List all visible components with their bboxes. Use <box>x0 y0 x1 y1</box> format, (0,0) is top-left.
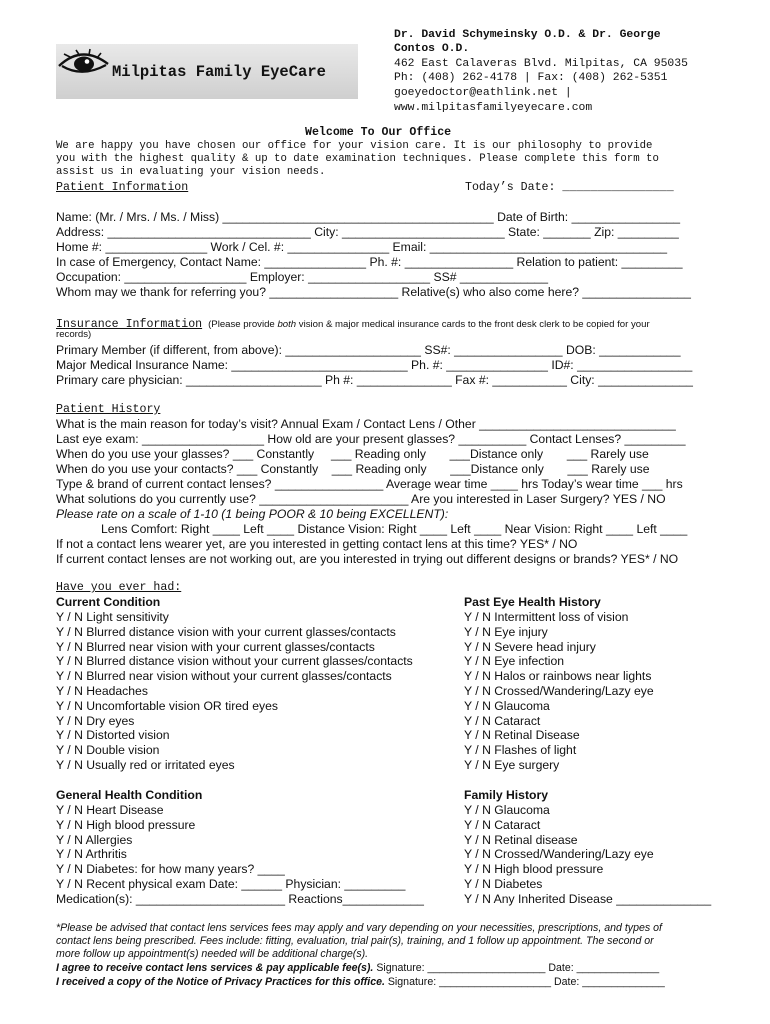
welcome-text: We are happy you have chosen our office for your vision care. It is our philosophy to provide you with the highest quality & up to date examination techniques. Please complete this form to assist us in evaluating your vision needs. <box>56 140 659 179</box>
doctor-address-block <box>394 28 734 112</box>
occupation-field[interactable]: Occupation: __________________ Employer: __________________ SS# _____________ <box>56 270 548 284</box>
office-phone-fax: Ph: (408) 262-4178 | Fax: (408) 262-5351 <box>394 72 668 84</box>
family-history-title: Family History <box>464 788 548 802</box>
privacy-signature-line[interactable]: I received a copy of the Notice of Privacy Practices for this office. Signature: ___________________ Date: ______________ <box>56 976 665 988</box>
contact-change-field[interactable]: If current contact lenses are not working out, are you interested in trying out different designs or brands? YES* / NO <box>56 552 679 566</box>
emergency-contact-field[interactable]: In case of Emergency, Contact Name: _______________ Ph. #: ________________ Relation to patient: _________ <box>56 255 683 269</box>
patient-info-heading: Patient Information <box>56 181 189 194</box>
current-condition-list[interactable]: Y / N Light sensitivity Y / N Blurred distance vision with your current glasses/contacts Y / N Blurred near vision with your current glasses/contacts Y / N Blurred distance vision without your current glasses/contacts Y / N Blurred near vision without your current glasses/contacts Y / N Headaches Y / N Uncomfortable vision OR tired eyes Y / N Dry eyes Y / N Distorted vision Y / N Double vision Y / N Usually red or irritated eyes <box>56 610 413 772</box>
address-field[interactable]: Address: ______________________________ City: ________________________ State: _______ Zip: _________ <box>56 225 679 239</box>
general-health-list[interactable]: Y / N Heart Disease Y / N High blood pressure Y / N Allergies Y / N Arthritis Y / N Diabetes: for how many years? ____ Y / N Recent physical exam Date: ______ Physician: _________ Medication(s): ______________________ Reactions____________ <box>56 803 424 906</box>
contacts-use-field[interactable]: When do you use your contacts? ___ Constantly ___ Reading only ___Distance only ___ Rarely use <box>56 462 650 476</box>
insurance-heading: Insurance Information <box>56 318 203 331</box>
medical-insurance-field[interactable]: Major Medical Insurance Name: __________________________ Ph. #: _______________ ID#: _________________ <box>56 358 693 372</box>
office-email: goeyedoctor@eathlink.net | <box>394 87 572 99</box>
rating-instruction: Please rate on a scale of 1-10 (1 being POOR & 10 being EXCELLENT): <box>56 507 449 521</box>
todays-date-field[interactable]: Today’s Date: ________________ <box>465 181 674 194</box>
brand-name: Milpitas Family EyeCare <box>112 63 326 81</box>
patient-history-heading: Patient History <box>56 403 161 416</box>
visit-reason-field[interactable]: What is the main reason for today’s visit? Annual Exam / Contact Lens / Other _____________________________ <box>56 417 676 431</box>
phone-email-field[interactable]: Home #: _______________ Work / Cel. #: _______________ Email: ___________________________________ <box>56 240 668 254</box>
lens-brand-field[interactable]: Type & brand of current contact lenses? ________________ Average wear time ____ hrs Today’s wear time ___ hrs <box>56 477 683 491</box>
last-exam-field[interactable]: Last eye exam: __________________ How old are your present glasses? __________ Contact Lenses? _________ <box>56 432 686 446</box>
conditions-heading: Have you ever had: <box>56 581 182 594</box>
office-website: www.milpitasfamilyeyecare.com <box>394 102 593 112</box>
past-eye-health-list[interactable]: Y / N Intermittent loss of vision Y / N Eye injury Y / N Severe head injury Y / N Eye infection Y / N Halos or rainbows near lights Y / N Crossed/Wandering/Lazy eye Y / N Glaucoma Y / N Cataract Y / N Retinal Disease Y / N Flashes of light Y / N Eye surgery <box>464 610 654 772</box>
primary-physician-field[interactable]: Primary care physician: ____________________ Ph #: ______________ Fax #: ___________ City: ______________ <box>56 373 693 387</box>
contact-interest-field[interactable]: If not a contact lens wearer yet, are you interested in getting contact lens at this time? YES* / NO <box>56 537 578 551</box>
insurance-heading-row: Insurance Information (Please provide both vision & major medical insurance cards to the front desk clerk to be copied for your <box>56 318 650 331</box>
doctor-names-line1: Dr. David Schymeinsky O.D. & Dr. George <box>394 29 661 41</box>
past-eye-health-title: Past Eye Health History <box>464 595 601 609</box>
office-address: 462 East Calaveras Blvd. Milpitas, CA 95035 <box>394 58 688 70</box>
solutions-field[interactable]: What solutions do you currently use? ______________________ Are you interested in Laser Surgery? YES / NO <box>56 492 666 506</box>
doctor-names-line2: Contos O.D. <box>394 43 470 55</box>
referral-field[interactable]: Whom may we thank for referring you? ___________________ Relative(s) who also come here? ________________ <box>56 285 691 299</box>
agree-signature-line[interactable]: I agree to receive contact lens services & pay applicable fee(s). Signature: ____________________ Date: ______________ <box>56 962 660 974</box>
family-history-list[interactable]: Y / N Glaucoma Y / N Cataract Y / N Retinal disease Y / N Crossed/Wandering/Lazy eye Y / N High blood pressure Y / N Diabetes Y / N Any Inherited Disease ______________ <box>464 803 712 906</box>
primary-member-field[interactable]: Primary Member (if different, from above): ____________________ SS#: ________________ DOB: ____________ <box>56 343 681 357</box>
rating-field[interactable]: Lens Comfort: Right ____ Left ____ Distance Vision: Right ____ Left ____ Near Vision: Right ____ Left ____ <box>101 522 688 536</box>
fee-notice: *Please be advised that contact lens services fees may apply and vary depending on your necessities, prescriptions, and types of contact lens being prescribed. Fees include: fitting, evaluation, trial pair(s), training, and 1 follow up appointment. The second or more follow up appointment(s) needed will be additional charge(s). <box>56 922 662 961</box>
name-field[interactable]: Name: (Mr. / Mrs. / Ms. / Miss) ________________________________________ Date of Birth: ________________ <box>56 210 681 224</box>
welcome-title: Welcome To Our Office <box>305 126 452 139</box>
eye-icon <box>56 46 112 80</box>
glasses-use-field[interactable]: When do you use your glasses? ___ Constantly ___ Reading only ___Distance only ___ Rarely use <box>56 447 649 461</box>
insurance-note-end: records) <box>56 329 92 340</box>
current-condition-title: Current Condition <box>56 595 161 609</box>
general-health-title: General Health Condition <box>56 788 203 802</box>
